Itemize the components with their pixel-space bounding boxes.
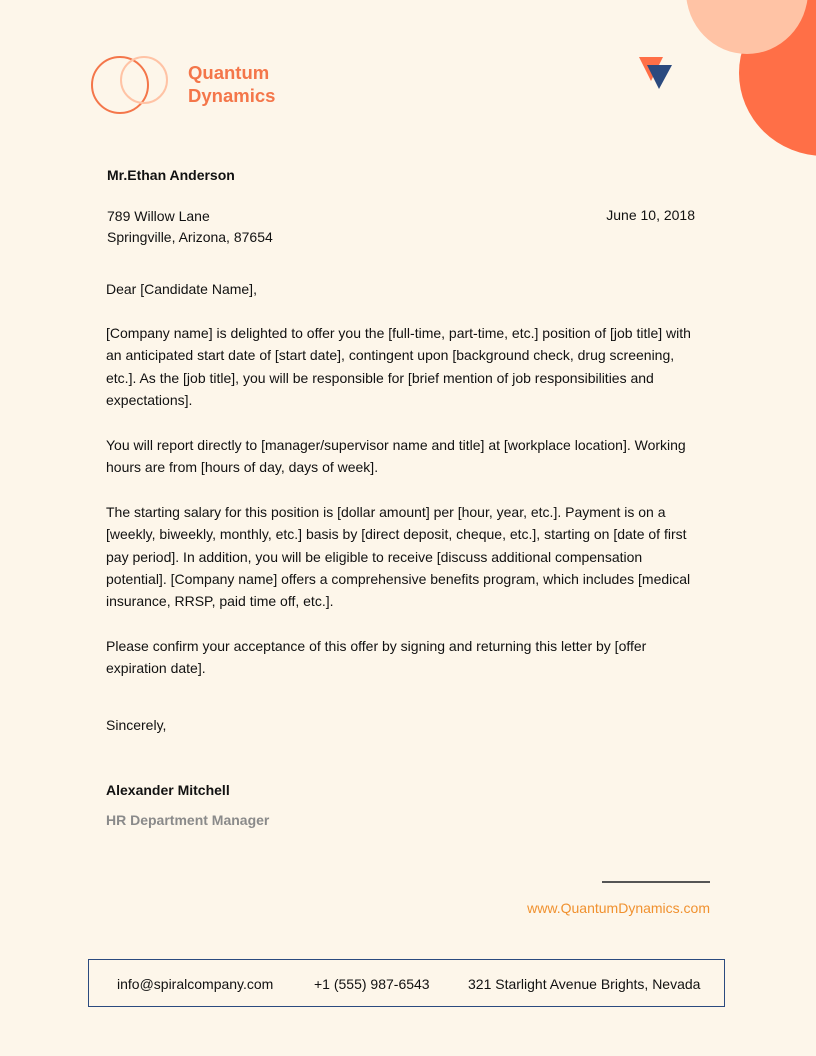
paragraph-reporting: You will report directly to [manager/supervisor name and title] at [workplace location]. Working hours are from [hours of day, days of week]. — [106, 437, 686, 476]
recipient-address-line1: 789 Willow Lane — [107, 208, 210, 224]
triangles-logo-icon — [638, 56, 674, 90]
footer-address: 321 Starlight Avenue Brights, Nevada — [468, 976, 701, 992]
signature-line — [602, 881, 710, 883]
company-name-line2: Dynamics — [188, 85, 276, 106]
footer-phone[interactable]: +1 (555) 987-6543 — [314, 976, 430, 992]
recipient-address-line2: Springville, Arizona, 87654 — [107, 229, 273, 245]
signer-title: HR Department Manager — [106, 812, 270, 828]
letter-date: June 10, 2018 — [606, 207, 695, 223]
recipient-name: Mr.Ethan Anderson — [107, 167, 235, 183]
paragraph-confirmation: Please confirm your acceptance of this offer by signing and returning this letter by [offer expiration date]. — [106, 638, 647, 677]
company-logo-rings-icon — [90, 54, 172, 116]
footer-email[interactable]: info@spiralcompany.com — [117, 976, 274, 992]
company-name-line1: Quantum — [188, 62, 270, 83]
salutation: Dear [Candidate Name], — [106, 281, 257, 297]
signer-name: Alexander Mitchell — [106, 782, 230, 798]
paragraph-compensation: The starting salary for this position is [dollar amount] per [hour, year, etc.]. Payment is on a [weekly, biweekly, monthly, etc.] basis by [direct deposit, cheque, etc.], starting on [date of first pay period]. In addition, you will be eligible to receive [discuss additional compensation potential]. [Company name] offers a comprehensive benefits program, which includes [medical insurance, RRSP, paid time off, etc.]. — [106, 504, 691, 610]
paragraph-offer: [Company name] is delighted to offer you the [full-time, part-time, etc.] position of [job title] with an anticipated start date of [start date], contingent upon [background check, drug screening, etc.]. As the [job title], you will be responsible for [brief mention of job responsibilities and expectations]. — [106, 325, 691, 408]
company-website-link[interactable]: www.QuantumDynamics.com — [527, 900, 710, 916]
closing: Sincerely, — [106, 717, 167, 733]
company-logo-text — [188, 61, 275, 107]
